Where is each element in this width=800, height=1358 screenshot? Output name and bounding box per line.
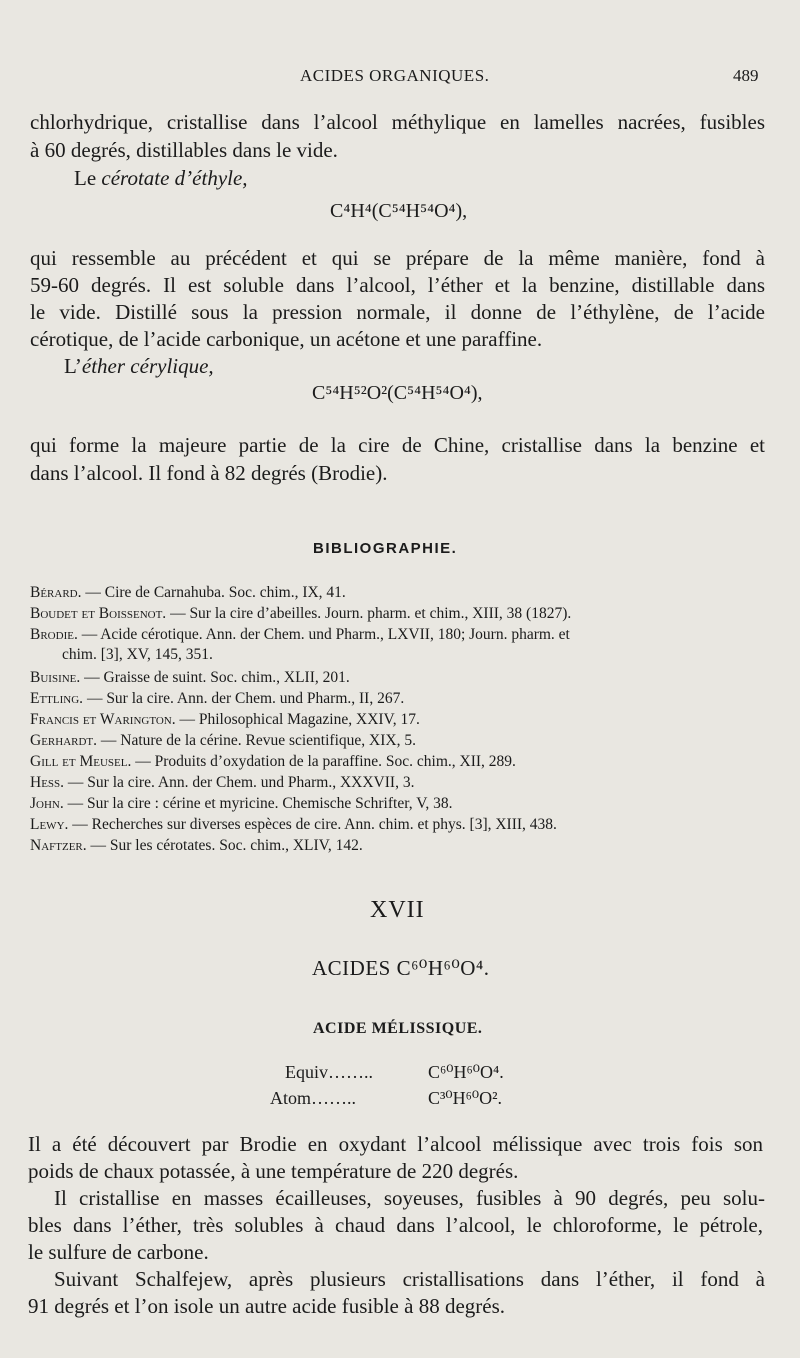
entry-author: Ettling. xyxy=(30,690,84,707)
entry-text: — Sur les cérotates. Soc. chim., XLIV, 142. xyxy=(86,837,363,854)
running-title: ACIDES ORGANIQUES. xyxy=(300,66,490,85)
text-line: bles dans l’éther, très solubles à chaud dans l’alcool, le chloroforme, le pétrole, xyxy=(28,1213,763,1237)
text-line: qui ressemble au précédent et qui se prépare de la même manière, fond à xyxy=(30,246,765,270)
text-line: poids de chaux potassée, à une température de 220 degrés. xyxy=(28,1159,519,1183)
chapter-heading: ACIDES C⁶⁰H⁶⁰O⁴. xyxy=(312,956,490,980)
bibliography-entry xyxy=(30,710,420,729)
bibliography-entry xyxy=(30,604,571,623)
entry-author: Brodie. xyxy=(30,626,78,643)
entry-text: — Sur la cire d’abeilles. Journ. pharm. et chim., XIII, 38 (1827). xyxy=(166,605,572,622)
acid-name-heading: ACIDE MÉLISSIQUE. xyxy=(313,1020,483,1037)
entry-text: — Philosophical Magazine, XXIV, 17. xyxy=(175,711,420,728)
entry-author: Bérard. xyxy=(30,584,82,601)
atom-label: Atom…….. xyxy=(270,1088,357,1108)
italic-term: éther cérylique, xyxy=(81,354,214,378)
text-line: à 60 degrés, distillables dans le vide. xyxy=(30,138,338,162)
bibliography-entry-continuation: chim. [3], XV, 145, 351. xyxy=(62,646,213,663)
text-line: le vide. Distillé sous la pression normale, il donne de l’éthylène, de l’acide xyxy=(30,300,765,324)
entry-text: — Sur la cire. Ann. der Chem. und Pharm., XXXVII, 3. xyxy=(64,774,415,791)
entry-text: — Produits d’oxydation de la paraffine. Soc. chim., XII, 289. xyxy=(131,753,516,770)
page-number: 489 xyxy=(733,66,759,85)
entry-text: — Recherches sur diverses espèces de cire. Ann. chim. et phys. [3], XIII, 438. xyxy=(68,816,557,833)
text-line: Il a été découvert par Brodie en oxydant l’alcool mélissique avec trois fois son xyxy=(28,1132,763,1156)
entry-author: Francis et Warington. xyxy=(30,711,176,728)
atom-formula: C³⁰H⁶⁰O². xyxy=(428,1088,503,1108)
bibliography-entry xyxy=(30,583,346,602)
entry-author: Buisine. xyxy=(30,669,81,686)
text-line: le sulfure de carbone. xyxy=(28,1240,209,1264)
chemical-formula: C⁵⁴H⁵²O²(C⁵⁴H⁵⁴O⁴), xyxy=(312,382,483,404)
text-lead: Le xyxy=(74,166,97,190)
entry-author: Gerhardt. xyxy=(30,732,98,749)
text-line: dans l’alcool. Il fond à 82 degrés (Brodie). xyxy=(30,461,388,485)
text-line: 59-60 degrés. Il est soluble dans l’alcool, l’éther et la benzine, distillable dans xyxy=(30,273,765,297)
bibliography-entry xyxy=(30,689,404,708)
chemical-formula: C⁴H⁴(C⁵⁴H⁵⁴O⁴), xyxy=(330,200,468,222)
entry-text: — Graisse de suint. Soc. chim., XLII, 201. xyxy=(80,669,350,686)
entry-text: — Nature de la cérine. Revue scientifique, XIX, 5. xyxy=(97,732,416,749)
bibliography-entry xyxy=(30,731,416,750)
text-line: 91 degrés et l’on isole un autre acide fusible à 88 degrés. xyxy=(28,1294,506,1318)
equiv-formula: C⁶⁰H⁶⁰O⁴. xyxy=(428,1062,504,1082)
text-line xyxy=(74,164,248,192)
bibliography-entry xyxy=(30,773,414,792)
text-lead: L’ xyxy=(64,354,82,378)
bibliography-entry xyxy=(30,625,570,644)
entry-text: — Acide cérotique. Ann. der Chem. und Pharm., LXVII, 180; Journ. pharm. et xyxy=(77,626,570,643)
entry-author: John. xyxy=(30,795,64,812)
text-line: Il cristallise en masses écailleuses, soyeuses, fusibles à 90 degrés, peu solu- xyxy=(54,1186,765,1210)
text-line: chlorhydrique, cristallise dans l’alcool méthylique en lamelles nacrées, fusibles xyxy=(30,110,765,134)
chapter-number: XVII xyxy=(370,897,425,923)
bibliography-entry xyxy=(30,668,350,687)
entry-text: — Sur la cire. Ann. der Chem. und Pharm., II, 267. xyxy=(83,690,405,707)
bibliography-title: BIBLIOGRAPHIE. xyxy=(313,540,458,557)
entry-author: Boudet et Boissenot. xyxy=(30,605,167,622)
entry-author: Hess. xyxy=(30,774,65,791)
entry-text: — Sur la cire : cérine et myricine. Chemische Schrifter, V, 38. xyxy=(63,795,453,812)
italic-term: cérotate d’éthyle, xyxy=(101,166,248,190)
entry-text: — Cire de Carnahuba. Soc. chim., IX, 41. xyxy=(81,584,346,601)
equiv-label: Equiv…….. xyxy=(285,1062,373,1082)
bibliography-entry xyxy=(30,815,557,834)
entry-author: Naftzer. xyxy=(30,837,87,854)
bibliography-entry xyxy=(30,752,516,771)
entry-author: Lewy. xyxy=(30,816,69,833)
bibliography-entry xyxy=(30,836,363,855)
text-line: cérotique, de l’acide carbonique, un acétone et une paraffine. xyxy=(30,327,543,351)
text-line: qui forme la majeure partie de la cire de Chine, cristallise dans la benzine et xyxy=(30,433,765,457)
entry-author: Gill et Meusel. xyxy=(30,753,132,770)
text-line xyxy=(64,352,214,380)
bibliography-entry xyxy=(30,794,453,813)
text-line: Suivant Schalfejew, après plusieurs cristallisations dans l’éther, il fond à xyxy=(54,1267,765,1291)
